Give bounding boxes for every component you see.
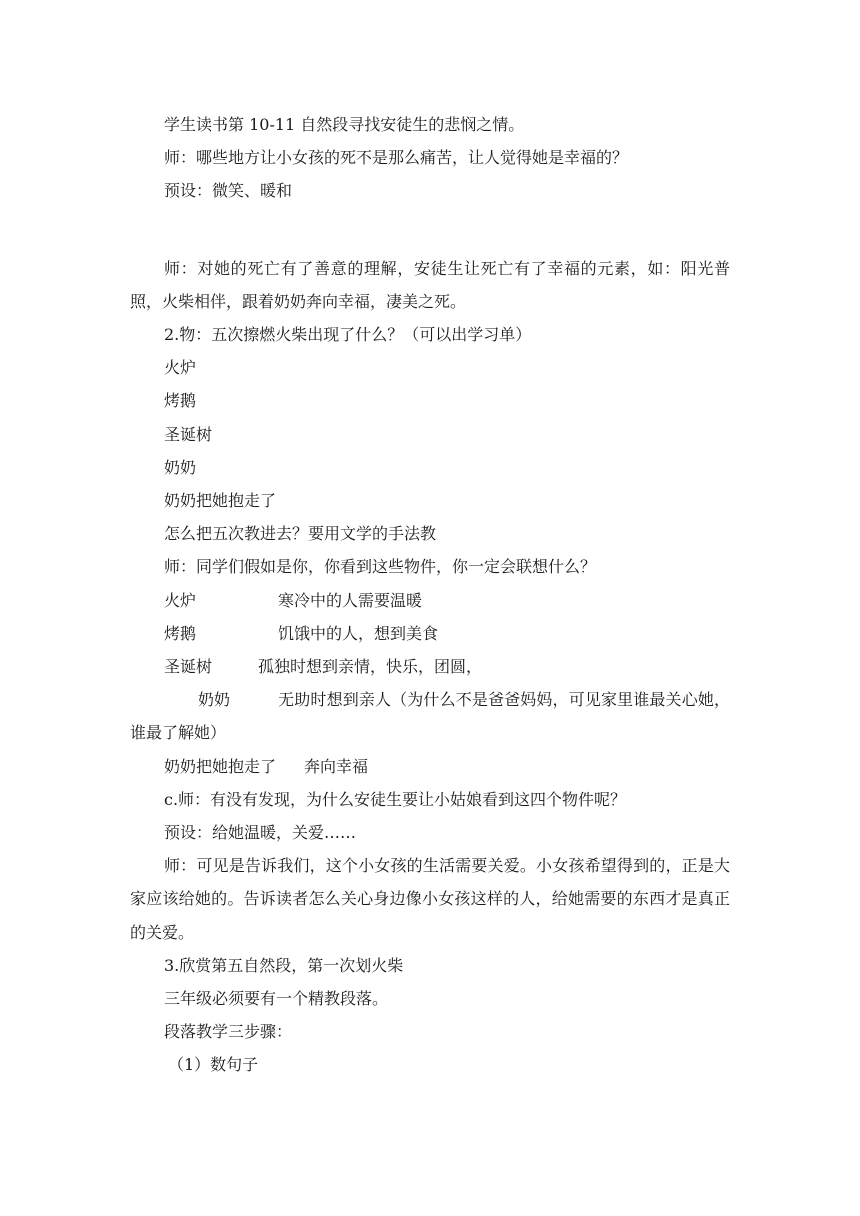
paragraph-teacher-care: 师：可见是告诉我们，这个小女孩的生活需要关爱。小女孩希望得到的，正是大家应该给她的。告诉读者怎么关心身边像小女孩这样的人，给她需要的东西才是真正的关爱。 [130, 856, 730, 942]
paragraph-third-grade: 三年级必须要有一个精教段落。 [164, 989, 389, 1009]
list-item-stove: 火炉 [164, 358, 197, 378]
paragraph-why-four-objects: c.师：有没有发现，为什么安徒生要让小姑娘看到这四个物件呢？ [164, 789, 627, 809]
pair-row-stove [130, 584, 730, 617]
paragraph-step-one: （1）数句子 [168, 1055, 259, 1075]
pair-right: 无助时想到亲人（为什么不是爸爸妈妈，可见家里谁最关心她，谁最了解她） [130, 690, 730, 743]
pair-left: 火炉 [164, 590, 197, 610]
pair-row-christmas-tree [130, 650, 730, 683]
pair-right: 寒冷中的人需要温暖 [278, 590, 423, 610]
pair-right: 奔向幸福 [304, 756, 369, 776]
paragraph-reading-task: 学生读书第 10-11 自然段寻找安徒生的悲悯之情。 [164, 115, 525, 134]
pair-row-grandma [130, 683, 730, 749]
pair-left: 烤鹅 [164, 623, 197, 643]
pair-right: 孤独时想到亲情，快乐，团圆， [258, 657, 483, 677]
paragraph-teacher-understanding: 师：对她的死亡有了善意的理解，安徒生让死亡有了幸福的元素，如：阳光普照，火柴相伴，跟着奶奶奔向幸福，凄美之死。 [130, 258, 730, 311]
document-page [130, 108, 730, 1082]
list-item-grandma-carries: 奶奶把她抱走了 [164, 491, 277, 511]
pair-right: 饥饿中的人，想到美食 [278, 623, 439, 643]
pair-left: 圣诞树 [164, 657, 213, 677]
pair-left: 奶奶把她抱走了 [164, 756, 277, 776]
list-item-roast-goose: 烤鹅 [164, 391, 197, 411]
paragraph-teacher-question: 师：哪些地方让小女孩的死不是那么痛苦，让人觉得她是幸福的？ [164, 148, 629, 168]
paragraph-preset-warmth: 预设：给她温暖，关爱…… [164, 823, 357, 843]
pair-row-roast-goose [130, 617, 730, 650]
paragraph-teacher-imagine: 师：同学们假如是你，你看到这些物件，你一定会联想什么？ [164, 557, 597, 577]
paragraph-appreciate-fifth: 3.欣赏第五自然段，第一次划火柴 [164, 955, 404, 975]
paragraph-three-steps: 段落教学三步骤： [164, 1022, 293, 1042]
list-item-christmas-tree: 圣诞树 [164, 424, 213, 444]
paragraph-how-to-teach: 怎么把五次教进去？要用文学的手法教 [164, 524, 437, 544]
paragraph-preset-answer: 预设：微笑、暖和 [164, 181, 293, 201]
paragraph-objects-question: 2.物：五次擦燃火柴出现了什么？（可以出学习单） [164, 325, 532, 345]
list-item-grandma: 奶奶 [164, 457, 197, 477]
pair-left: 奶奶 [198, 690, 231, 710]
blank-line [130, 208, 730, 252]
pair-row-grandma-carries [130, 750, 730, 783]
